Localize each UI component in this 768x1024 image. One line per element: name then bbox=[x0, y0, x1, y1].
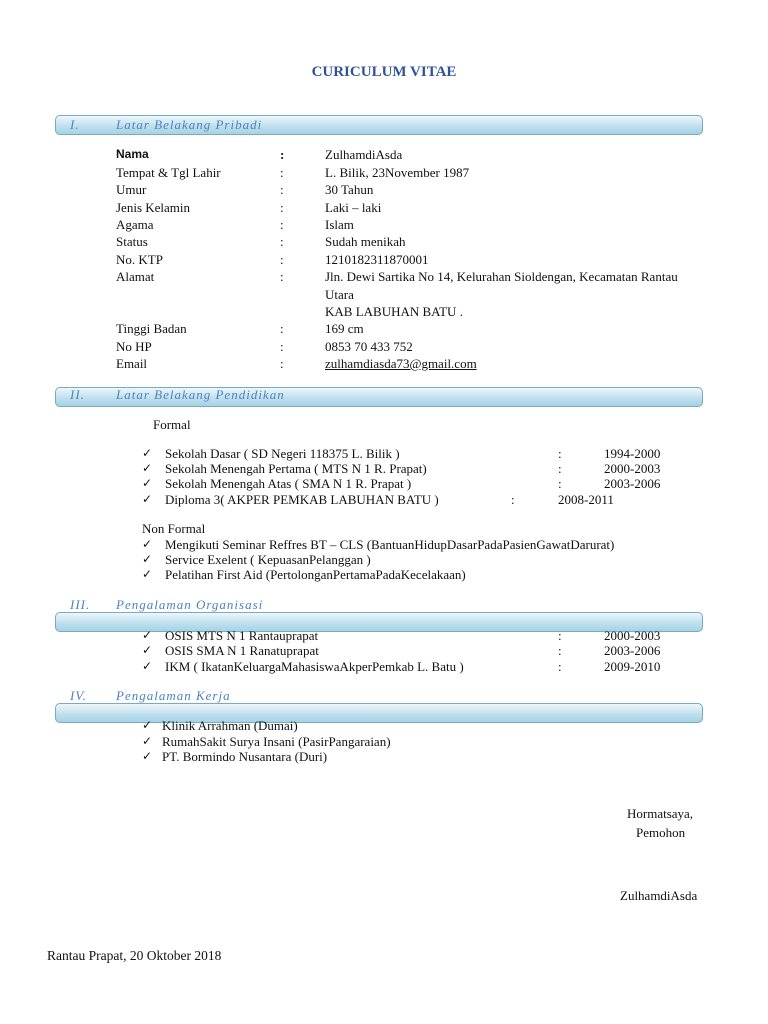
work-item: PT. Bormindo Nusantara (Duri) bbox=[162, 749, 328, 764]
item-years: 2009-2010 bbox=[604, 659, 661, 674]
personal-value: Jln. Dewi Sartika No 14, Kelurahan Sioldengan, Kecamatan Rantau bbox=[325, 269, 678, 284]
personal-colon: : bbox=[280, 165, 284, 180]
formal-heading: Formal bbox=[153, 417, 191, 432]
personal-colon: : bbox=[280, 147, 285, 162]
personal-colon: : bbox=[280, 339, 284, 354]
email-link[interactable]: zulhamdiasda73@gmail.com bbox=[325, 356, 477, 371]
check-icon: ✓ bbox=[142, 446, 153, 460]
check-icon: ✓ bbox=[142, 567, 153, 581]
item-years: 2000-2003 bbox=[604, 461, 661, 476]
personal-colon: : bbox=[280, 182, 284, 197]
education-item: Diploma 3( AKPER PEMKAB LABUHAN BATU ) bbox=[165, 492, 439, 507]
work-item: RumahSakit Surya Insani (PasirPangaraian) bbox=[162, 734, 391, 749]
personal-value: L. Bilik, 23November 1987 bbox=[325, 165, 470, 180]
personal-value: 0853 70 433 752 bbox=[325, 339, 413, 354]
check-icon: ✓ bbox=[142, 734, 153, 748]
education-item: Sekolah Dasar ( SD Negeri 118375 L. Bilik ) bbox=[165, 446, 400, 461]
personal-value: Sudah menikah bbox=[325, 234, 406, 249]
check-icon: ✓ bbox=[142, 628, 153, 642]
personal-label: Umur bbox=[116, 182, 147, 197]
item-colon: : bbox=[558, 628, 562, 643]
personal-label: No HP bbox=[116, 339, 152, 354]
check-icon: ✓ bbox=[142, 537, 153, 551]
personal-label: Email bbox=[116, 356, 148, 371]
section-number-work: IV. bbox=[70, 688, 87, 703]
item-colon: : bbox=[511, 492, 515, 507]
personal-colon: : bbox=[280, 269, 284, 284]
education-item: Sekolah Menengah Atas ( SMA N 1 R. Prapat ) bbox=[165, 476, 412, 491]
check-icon: ✓ bbox=[142, 659, 153, 673]
work-item: Klinik Arrahman (Dumai) bbox=[162, 718, 298, 733]
section-number-education: II. bbox=[70, 387, 85, 402]
check-icon: ✓ bbox=[142, 552, 153, 566]
section-bar-work bbox=[55, 703, 703, 723]
personal-label: Jenis Kelamin bbox=[116, 200, 191, 215]
section-number-organization: III. bbox=[70, 597, 91, 612]
section-title-organization: Pengalaman Organisasi bbox=[116, 597, 264, 612]
training-item: Service Exelent ( KepuasanPelanggan ) bbox=[165, 552, 371, 567]
item-colon: : bbox=[558, 446, 562, 461]
personal-label: No. KTP bbox=[116, 252, 163, 267]
organization-item: OSIS MTS N 1 Rantauprapat bbox=[165, 628, 319, 643]
personal-value: Laki – laki bbox=[325, 200, 382, 215]
personal-label: Status bbox=[116, 234, 148, 249]
item-colon: : bbox=[558, 461, 562, 476]
personal-label: Nama bbox=[116, 147, 149, 161]
item-colon: : bbox=[558, 659, 562, 674]
personal-colon: : bbox=[280, 200, 284, 215]
section-number-personal: I. bbox=[70, 117, 80, 132]
personal-value: 30 Tahun bbox=[325, 182, 374, 197]
personal-value: ZulhamdiAsda bbox=[325, 147, 403, 162]
personal-colon: : bbox=[280, 217, 284, 232]
personal-value: Islam bbox=[325, 217, 354, 232]
item-colon: : bbox=[558, 643, 562, 658]
document-title: CURICULUM VITAE bbox=[311, 64, 457, 80]
item-years: 2003-2006 bbox=[604, 476, 661, 491]
organization-item: IKM ( IkatanKeluargaMahasiswaAkperPemkab L. Batu ) bbox=[165, 659, 464, 674]
personal-label: Agama bbox=[116, 217, 154, 232]
section-title-education: Latar Belakang Pendidikan bbox=[116, 387, 285, 402]
personal-colon: : bbox=[280, 252, 284, 267]
address-line: Utara bbox=[325, 287, 354, 302]
education-item: Sekolah Menengah Pertama ( MTS N 1 R. Prapat) bbox=[165, 461, 427, 476]
place-date: Rantau Prapat, 20 Oktober 2018 bbox=[47, 948, 222, 963]
section-title-personal: Latar Belakang Pribadi bbox=[116, 117, 263, 132]
personal-label: Alamat bbox=[116, 269, 155, 284]
item-years: 2008-2011 bbox=[558, 492, 614, 507]
check-icon: ✓ bbox=[142, 749, 153, 763]
check-icon: ✓ bbox=[142, 718, 153, 732]
personal-value: 1210182311870001 bbox=[325, 252, 429, 267]
personal-colon: : bbox=[280, 321, 284, 336]
personal-label: Tempat & Tgl Lahir bbox=[116, 165, 221, 180]
item-years: 2003-2006 bbox=[604, 643, 661, 658]
nonformal-heading: Non Formal bbox=[142, 521, 206, 536]
personal-value: 169 cm bbox=[325, 321, 364, 336]
check-icon: ✓ bbox=[142, 476, 153, 490]
closing-greeting: Hormatsaya, bbox=[627, 806, 694, 821]
check-icon: ✓ bbox=[142, 461, 153, 475]
personal-label: Tinggi Badan bbox=[116, 321, 187, 336]
section-title-work: Pengalaman Kerja bbox=[116, 688, 231, 703]
training-item: Pelatihan First Aid (PertolonganPertamaPadaKecelakaan) bbox=[165, 567, 466, 582]
item-colon: : bbox=[558, 476, 562, 491]
address-line: KAB LABUHAN BATU . bbox=[325, 304, 463, 319]
item-years: 1994-2000 bbox=[604, 446, 661, 461]
training-item: Mengikuti Seminar Reffres BT – CLS (BantuanHidupDasarPadaPasienGawatDarurat) bbox=[165, 537, 615, 552]
closing-role: Pemohon bbox=[636, 825, 686, 840]
personal-colon: : bbox=[280, 356, 284, 371]
check-icon: ✓ bbox=[142, 643, 153, 657]
organization-item: OSIS SMA N 1 Ranatuprapat bbox=[165, 643, 319, 658]
item-years: 2000-2003 bbox=[604, 628, 661, 643]
signature-name: ZulhamdiAsda bbox=[620, 888, 698, 903]
personal-colon: : bbox=[280, 234, 284, 249]
check-icon: ✓ bbox=[142, 492, 153, 506]
